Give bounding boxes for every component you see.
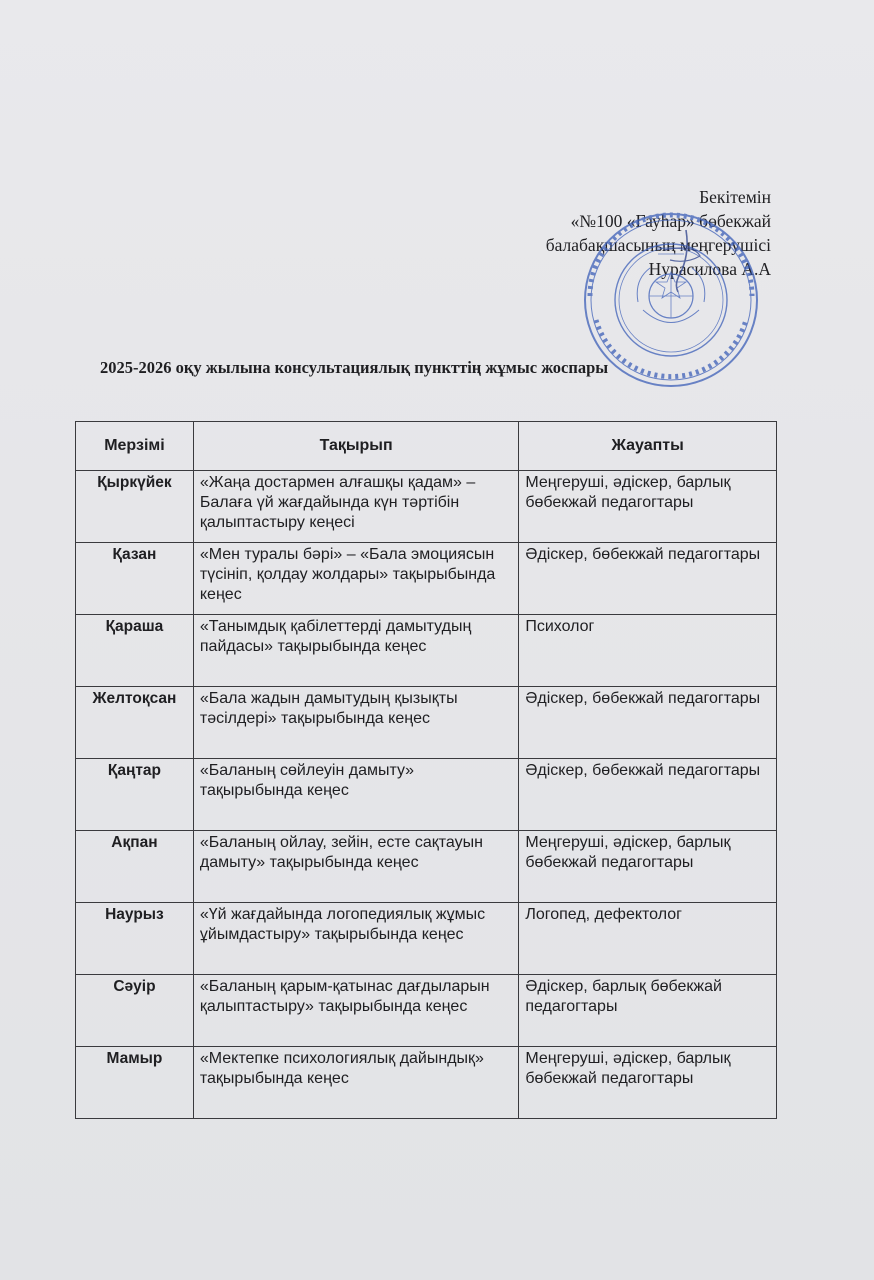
row-responsible: Психолог [519,615,777,687]
approval-heading: Бекітемін [699,187,771,207]
table-row [76,1047,777,1119]
row-month: Қыркүйек [76,471,194,543]
row-topic: «Бала жадын дамытудың қызықты тәсілдері» тақырыбында кеңес [193,687,518,759]
row-responsible: Әдіскер, бөбекжай педагогтары [519,543,777,615]
approval-organization: «№100 «Гауһар» бөбекжай [570,211,771,231]
document-title: 2025-2026 оқу жылына консультациялық пункттің жұмыс жоспары [100,358,609,377]
row-topic: «Мектепке психологиялық дайындық» тақырыбында кеңес [193,1047,518,1119]
row-topic: «Баланың қарым-қатынас дағдыларын қалыптастыру» тақырыбында кеңес [193,975,518,1047]
row-responsible: Әдіскер, бөбекжай педагогтары [519,759,777,831]
approval-position: балабақшасының меңгерушісі [545,235,771,255]
row-month: Желтоқсан [76,687,194,759]
row-responsible: Әдіскер, барлық бөбекжай педагогтары [519,975,777,1047]
table-row [76,543,777,615]
table-row [76,975,777,1047]
header-responsible: Жауапты [519,422,777,471]
row-topic: «Танымдық қабілеттерді дамытудың пайдасы» тақырыбында кеңес [193,615,518,687]
table-row [76,759,777,831]
work-plan-table [75,421,777,1119]
approval-signatory: Нурасилова А.А [648,259,771,279]
row-responsible: Меңгеруші, әдіскер, барлық бөбекжай педагогтары [519,1047,777,1119]
table-row [76,831,777,903]
row-responsible: Меңгеруші, әдіскер, барлық бөбекжай педагогтары [519,831,777,903]
row-month: Наурыз [76,903,194,975]
table-row [76,903,777,975]
row-month: Мамыр [76,1047,194,1119]
row-month: Қазан [76,543,194,615]
table-row [76,687,777,759]
row-topic: «Баланың ойлау, зейін, есте сақтауын дамыту» тақырыбында кеңес [193,831,518,903]
row-topic: «Мен туралы бәрі» – «Бала эмоциясын түсініп, қолдау жолдары» тақырыбында кеңес [193,543,518,615]
row-topic: «Жаңа достармен алғашқы қадам» – Балаға үй жағдайында күн тәртібін қалыптастыру кеңесі [193,471,518,543]
header-topic: Тақырып [193,422,518,471]
header-period: Мерзімі [76,422,194,471]
table-row [76,615,777,687]
row-topic: «Баланың сөйлеуін дамыту» тақырыбында кеңес [193,759,518,831]
row-topic: «Үй жағдайында логопедиялық жұмыс ұйымдастыру» тақырыбында кеңес [193,903,518,975]
row-month: Сәуір [76,975,194,1047]
table-row [76,471,777,543]
row-month: Ақпан [76,831,194,903]
table-header-row [76,422,777,471]
row-responsible: Әдіскер, бөбекжай педагогтары [519,687,777,759]
row-month: Қаңтар [76,759,194,831]
row-responsible: Логопед, дефектолог [519,903,777,975]
row-responsible: Меңгеруші, әдіскер, барлық бөбекжай педагогтары [519,471,777,543]
row-month: Қараша [76,615,194,687]
